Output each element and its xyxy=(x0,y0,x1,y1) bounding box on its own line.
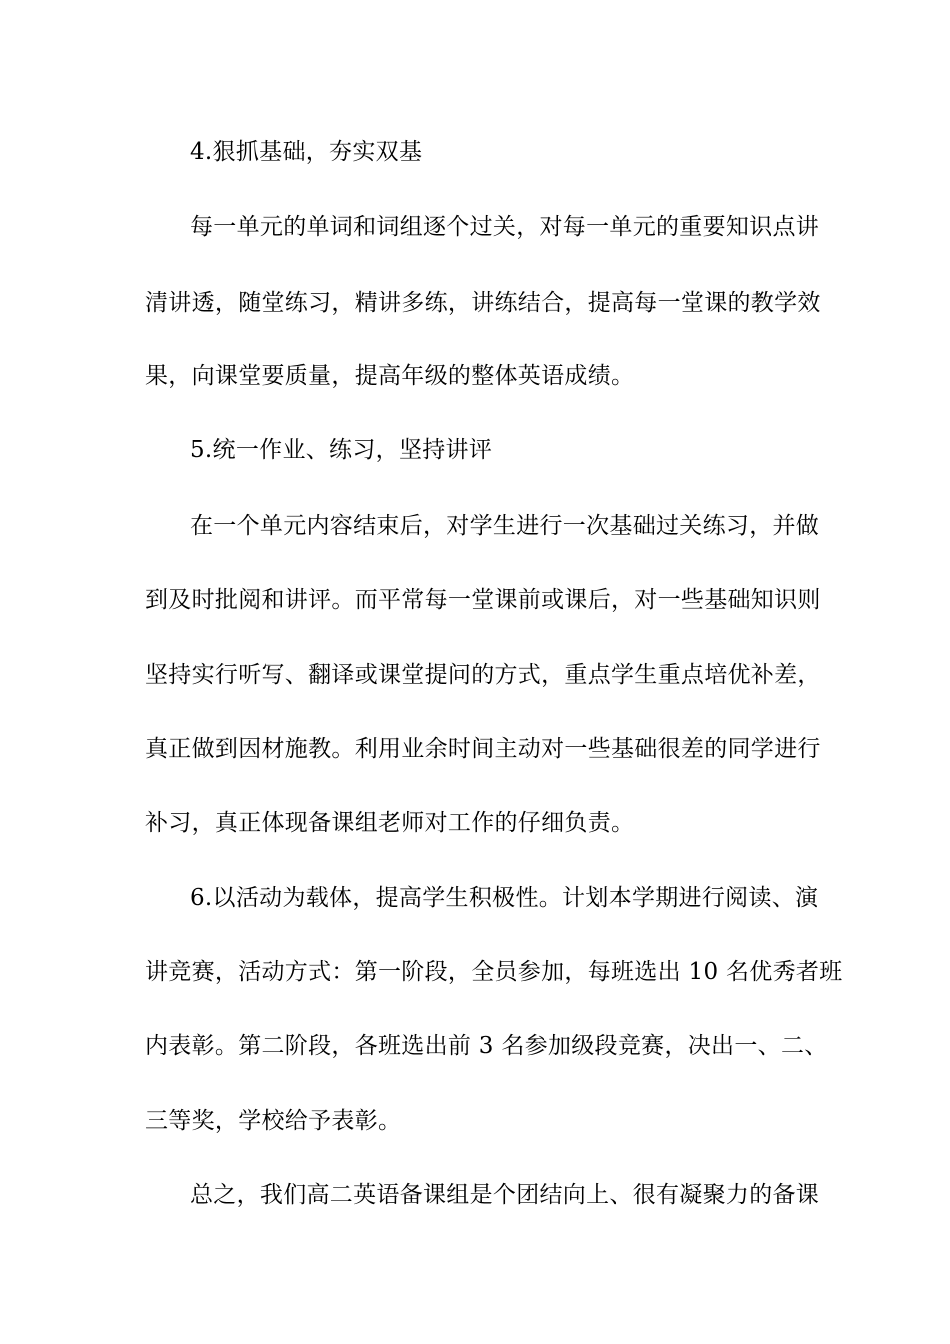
paragraph-line: 每一单元的单词和词组逐个过关，对每一单元的重要知识点讲 xyxy=(190,214,820,240)
paragraph-line: 内表彰。第二阶段，各班选出前 3 名参加级段竞赛，决出一、二、 xyxy=(145,1033,828,1059)
paragraph-line: 在一个单元内容结束后，对学生进行一次基础过关练习，并做 xyxy=(190,513,820,539)
paragraph-line: 讲竞赛，活动方式：第一阶段，全员参加，每班选出 10 名优秀者班 xyxy=(145,959,843,985)
paragraph-line: 补习，真正体现备课组老师对工作的仔细负责。 xyxy=(145,810,635,836)
paragraph-line: 真正做到因材施教。利用业余时间主动对一些基础很差的同学进行 xyxy=(145,736,821,762)
paragraph-line: 坚持实行听写、翻译或课堂提问的方式，重点学生重点培优补差， xyxy=(145,662,821,688)
paragraph-line: 三等奖，学校给予表彰。 xyxy=(145,1108,402,1134)
section-heading: 4.狠抓基础，夯实双基 xyxy=(190,139,423,165)
paragraph-line: 果，向课堂要质量，提高年级的整体英语成绩。 xyxy=(145,363,635,389)
paragraph-line: 清讲透，随堂练习，精讲多练，讲练结合，提高每一堂课的教学效 xyxy=(145,290,821,316)
paragraph-line: 到及时批阅和讲评。而平常每一堂课前或课后，对一些基础知识则 xyxy=(145,587,821,613)
section-heading: 5.统一作业、练习，坚持讲评 xyxy=(190,437,493,463)
paragraph-line: 总之，我们高二英语备课组是个团结向上、很有凝聚力的备课 xyxy=(190,1182,820,1208)
paragraph-line: 6.以活动为载体，提高学生积极性。计划本学期进行阅读、演 xyxy=(190,885,819,911)
